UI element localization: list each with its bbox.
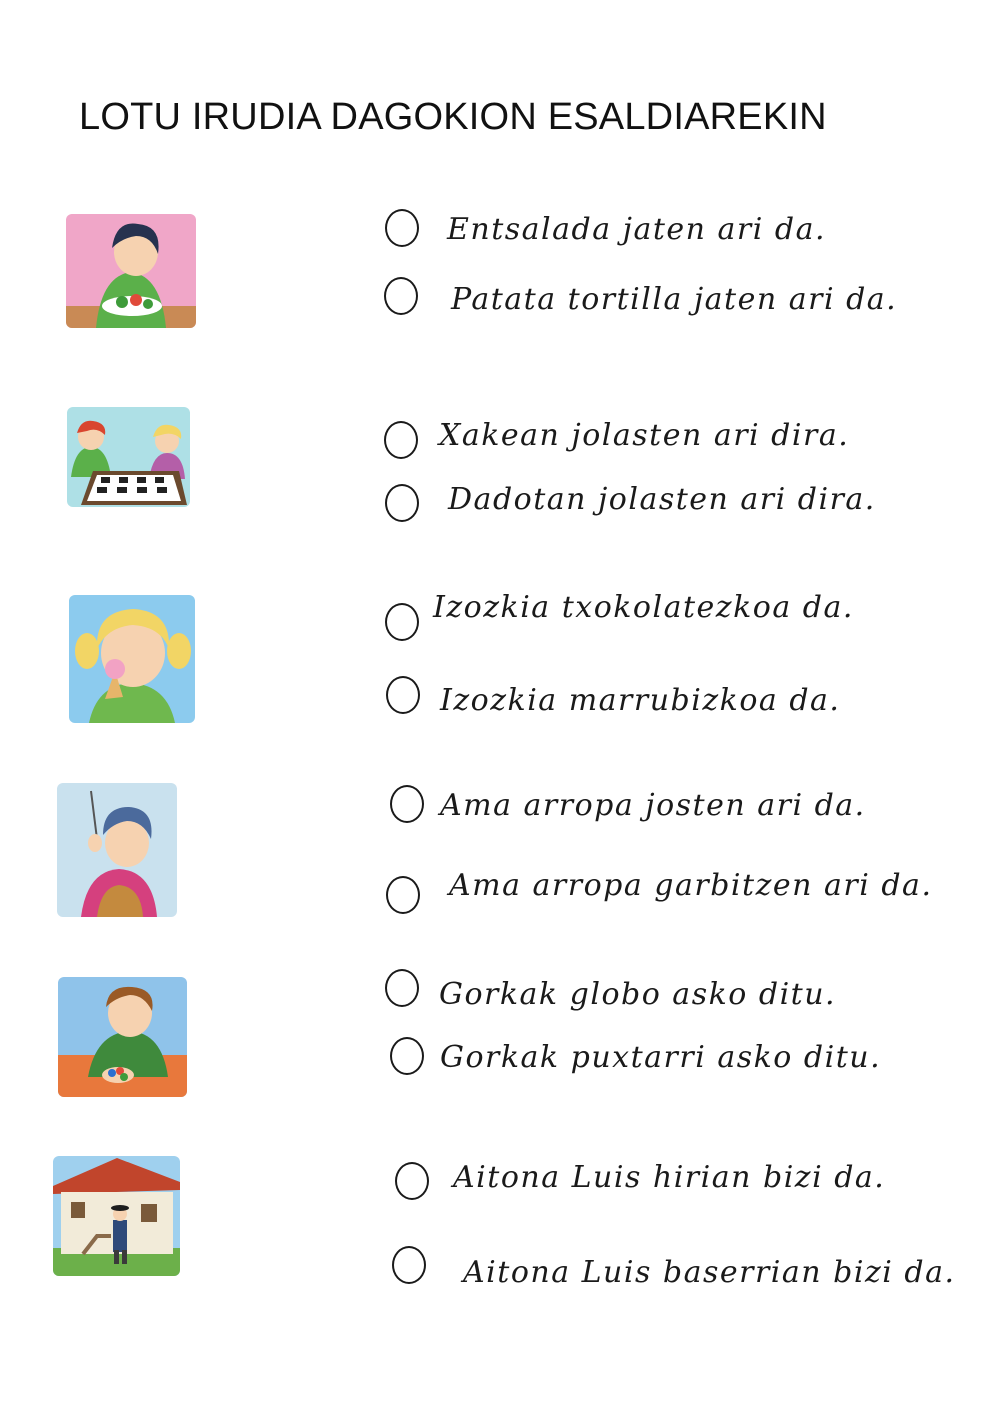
- option-radio[interactable]: [386, 676, 420, 714]
- option-radio[interactable]: [384, 277, 418, 315]
- mother-sewing-image: [57, 783, 177, 917]
- option-text: Gorkak puxtarri asko ditu.: [440, 1040, 882, 1075]
- grandfather-at-farmhouse-image: [53, 1156, 180, 1276]
- girls-playing-chess-image: [67, 407, 190, 507]
- boy-eating-salad-image: [66, 214, 196, 328]
- option-text: Dadotan jolasten ari dira.: [448, 482, 876, 517]
- option-text: Izozkia txokolatezkoa da.: [433, 590, 854, 625]
- option-text: Aitona Luis baserrian bizi da.: [463, 1255, 956, 1290]
- option-text: Patata tortilla jaten ari da.: [451, 282, 898, 317]
- option-radio[interactable]: [395, 1162, 429, 1200]
- option-radio[interactable]: [385, 969, 419, 1007]
- option-radio[interactable]: [392, 1246, 426, 1284]
- worksheet-title: LOTU IRUDIA DAGOKION ESALDIAREKIN: [79, 96, 827, 138]
- option-radio[interactable]: [384, 421, 418, 459]
- option-radio[interactable]: [386, 876, 420, 914]
- option-text: Izozkia marrubizkoa da.: [440, 683, 841, 718]
- option-radio[interactable]: [385, 603, 419, 641]
- boy-holding-marbles-image: [58, 977, 187, 1097]
- option-text: Ama arropa josten ari da.: [440, 788, 866, 823]
- option-radio[interactable]: [390, 1037, 424, 1075]
- option-text: Aitona Luis hirian bizi da.: [453, 1160, 886, 1195]
- option-text: Xakean jolasten ari dira.: [439, 418, 850, 453]
- girl-eating-ice-cream-image: [69, 595, 195, 723]
- option-radio[interactable]: [385, 209, 419, 247]
- option-text: Gorkak globo asko ditu.: [439, 977, 837, 1012]
- option-text: Ama arropa garbitzen ari da.: [449, 868, 933, 903]
- option-text: Entsalada jaten ari da.: [447, 212, 827, 247]
- option-radio[interactable]: [390, 785, 424, 823]
- option-radio[interactable]: [385, 484, 419, 522]
